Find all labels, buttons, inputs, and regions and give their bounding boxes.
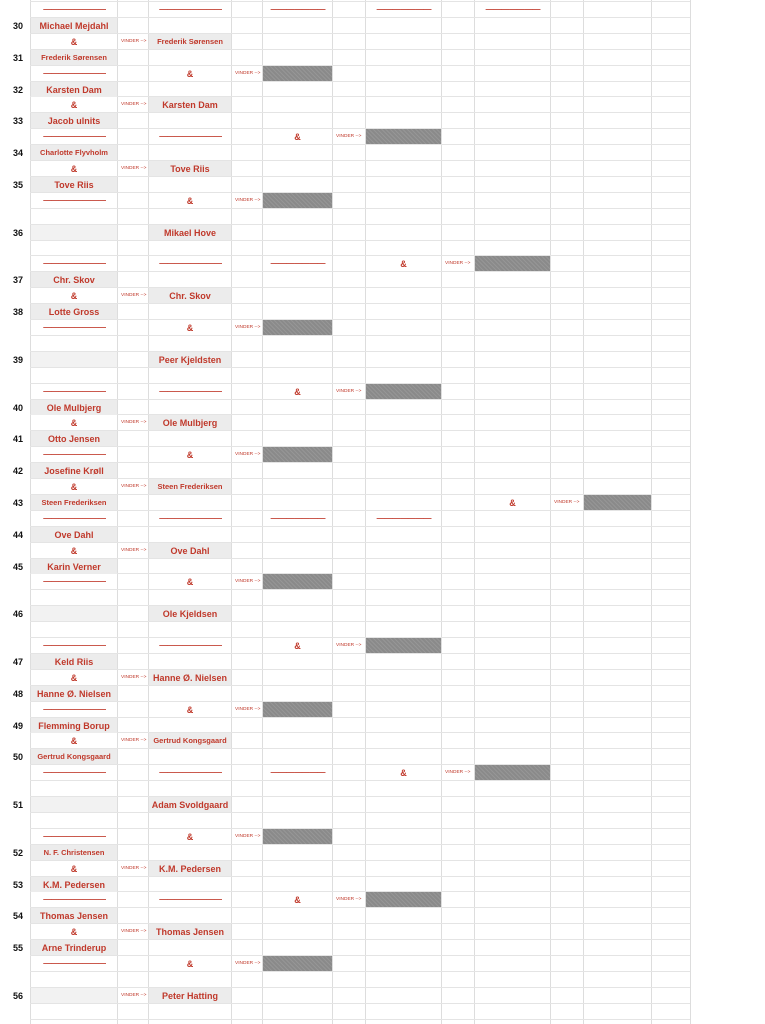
winner-slot-box[interactable]: [263, 702, 332, 717]
round2-winner-name[interactable]: Gertrud Kongsgaard: [149, 733, 231, 748]
grid-row-line: [30, 144, 690, 145]
placeholder-dash-line: — — — — — — — —: [43, 196, 105, 205]
placeholder-dash-line: — — — — — — — —: [43, 132, 105, 141]
placeholder-dash-line: — — — — — — — —: [43, 5, 105, 14]
winner-slot-box[interactable]: [584, 495, 651, 510]
vinder-arrow-label: VINDER -->: [235, 834, 261, 839]
grid-row-line: [30, 208, 690, 209]
vinder-arrow-label: VINDER -->: [121, 166, 147, 171]
vinder-arrow-label: VINDER -->: [121, 293, 147, 298]
winner-slot-box[interactable]: [366, 892, 441, 907]
grid-row-line: [30, 224, 690, 225]
placeholder-dash-line: — — — — — — — —: [43, 959, 105, 968]
pair-ampersand: &: [186, 704, 194, 715]
heat-number: 32: [13, 84, 24, 95]
grid-row-line: [30, 876, 690, 877]
winner-slot-box[interactable]: [263, 193, 332, 208]
grid-row-line: [30, 955, 690, 956]
placeholder-dash-line: — — — — — — —: [485, 5, 540, 14]
grid-row-line: [30, 510, 690, 511]
vinder-arrow-label: VINDER -->: [121, 39, 147, 44]
pair-ampersand: &: [186, 831, 194, 842]
grid-row-line: [30, 1, 690, 2]
heat-number: 31: [13, 52, 24, 63]
round2-winner-name[interactable]: Adam Svoldgaard: [149, 797, 231, 812]
player-name-slot[interactable]: [31, 225, 117, 240]
heat-number: 55: [13, 942, 24, 953]
winner-slot-box[interactable]: [263, 320, 332, 335]
player-name-slot[interactable]: Arne Trinderup: [31, 940, 117, 955]
grid-row-line: [30, 255, 690, 256]
grid-row-line: [30, 939, 690, 940]
grid-row-line: [30, 653, 690, 654]
grid-row-line: [30, 621, 690, 622]
vinder-arrow-label: VINDER -->: [121, 420, 147, 425]
grid-column-line: [651, 0, 652, 1024]
grid-column-line: [690, 0, 691, 1024]
placeholder-dash-line: — — — — — — —: [270, 768, 325, 777]
heat-number: 54: [13, 910, 24, 921]
heat-number: 30: [13, 20, 24, 31]
winner-slot-box[interactable]: [366, 129, 441, 144]
player-name-slot[interactable]: [31, 352, 117, 367]
grid-row-line: [30, 303, 690, 304]
heat-number: 42: [13, 465, 24, 476]
placeholder-dash-line: — — — — — — — —: [159, 5, 221, 14]
heat-number: 37: [13, 274, 24, 285]
pair-ampersand: &: [294, 386, 301, 397]
pair-ampersand: &: [400, 258, 407, 269]
vinder-arrow-label: VINDER -->: [445, 261, 471, 266]
placeholder-dash-line: — — — — — — — —: [159, 387, 221, 396]
vinder-arrow-label: VINDER -->: [121, 675, 147, 680]
player-name-slot[interactable]: Josefine Krøll: [31, 463, 117, 478]
grid-row-line: [30, 17, 690, 18]
placeholder-dash-line: — — — — — — — —: [43, 832, 105, 841]
grid-row-line: [30, 780, 690, 781]
pair-ampersand: &: [186, 576, 194, 587]
heat-number: 46: [13, 608, 24, 619]
grid-row-line: [30, 748, 690, 749]
placeholder-dash-line: — — — — — — — —: [159, 768, 221, 777]
round2-winner-name[interactable]: Ole Kjeldsen: [149, 606, 231, 621]
heat-number: 41: [13, 433, 24, 444]
grid-row-line: [30, 1019, 690, 1020]
placeholder-dash-line: — — — — — — — —: [43, 705, 105, 714]
player-name-slot[interactable]: Thomas Jensen: [31, 908, 117, 923]
grid-row-line: [30, 764, 690, 765]
winner-slot-box[interactable]: [263, 829, 332, 844]
pair-ampersand: &: [70, 481, 78, 492]
grid-row-line: [30, 192, 690, 193]
player-name-slot[interactable]: Frederik Sørensen: [31, 50, 117, 65]
pair-ampersand: &: [294, 131, 301, 142]
placeholder-dash-line: — — — — — — — —: [43, 450, 105, 459]
round2-winner-name[interactable]: Ole Mulbjerg: [149, 415, 231, 430]
player-name-slot[interactable]: Ole Mulbjerg: [31, 400, 117, 415]
pair-ampersand: &: [186, 195, 194, 206]
round2-winner-name[interactable]: K.M. Pedersen: [149, 861, 231, 876]
grid-row-line: [30, 271, 690, 272]
grid-row-line: [30, 558, 690, 559]
pair-ampersand: &: [294, 894, 301, 905]
heat-number: 39: [13, 354, 24, 365]
heat-number: 48: [13, 688, 24, 699]
player-name-slot[interactable]: [31, 988, 117, 1003]
player-name-slot[interactable]: Lotte Gross: [31, 304, 117, 319]
pair-ampersand: &: [70, 290, 78, 301]
grid-row-line: [30, 176, 690, 177]
pair-ampersand: &: [70, 163, 78, 174]
pair-ampersand: &: [70, 545, 78, 556]
player-name-slot[interactable]: Otto Jensen: [31, 431, 117, 446]
pair-ampersand: &: [509, 497, 516, 508]
player-name-slot[interactable]: Tove Riis: [31, 177, 117, 192]
grid-row-line: [30, 399, 690, 400]
player-name-slot[interactable]: Karin Verner: [31, 559, 117, 574]
placeholder-dash-line: — — — — — — — —: [159, 259, 221, 268]
heat-number: 47: [13, 656, 24, 667]
winner-slot-box[interactable]: [475, 765, 550, 780]
grid-row-line: [30, 701, 690, 702]
grid-row-line: [30, 796, 690, 797]
player-name-slot[interactable]: Charlotte Flyvholm: [31, 145, 117, 160]
placeholder-dash-line: — — — — — — —: [270, 5, 325, 14]
round2-winner-name[interactable]: Karsten Dam: [149, 97, 231, 112]
heat-number: 38: [13, 306, 24, 317]
vinder-arrow-label: VINDER -->: [121, 102, 147, 107]
placeholder-dash-line: — — — — — — — —: [43, 768, 105, 777]
grid-column-line: [474, 0, 475, 1024]
heat-number: 33: [13, 115, 24, 126]
vinder-arrow-label: VINDER -->: [121, 866, 147, 871]
player-name-slot[interactable]: Keld Riis: [31, 654, 117, 669]
grid-row-line: [30, 828, 690, 829]
heat-number: 49: [13, 720, 24, 731]
round2-winner-name[interactable]: Peter Hatting: [149, 988, 231, 1003]
placeholder-dash-line: — — — — — — — —: [159, 514, 221, 523]
winner-slot-box[interactable]: [263, 447, 332, 462]
round2-winner-name[interactable]: Ove Dahl: [149, 543, 231, 558]
heat-number: 50: [13, 751, 24, 762]
grid-row-line: [30, 65, 690, 66]
player-name-slot[interactable]: [31, 606, 117, 621]
round2-winner-name[interactable]: Frederik Sørensen: [149, 34, 231, 49]
pair-ampersand: &: [70, 672, 78, 683]
round2-winner-name[interactable]: Thomas Jensen: [149, 924, 231, 939]
heat-number: 35: [13, 179, 24, 190]
winner-slot-box[interactable]: [366, 384, 441, 399]
grid-row-line: [30, 430, 690, 431]
grid-row-line: [30, 112, 690, 113]
grid-column-line: [332, 0, 333, 1024]
pair-ampersand: &: [400, 767, 407, 778]
pair-ampersand: &: [70, 863, 78, 874]
grid-row-line: [30, 319, 690, 320]
player-name-slot[interactable]: N. F. Christensen: [31, 845, 117, 860]
player-name-slot[interactable]: Ove Dahl: [31, 527, 117, 542]
placeholder-dash-line: — — — — — — —: [270, 259, 325, 268]
vinder-arrow-label: VINDER -->: [121, 738, 147, 743]
grid-row-line: [30, 573, 690, 574]
grid-column-line: [583, 0, 584, 1024]
heat-number: 40: [13, 402, 24, 413]
heat-number: 36: [13, 227, 24, 238]
vinder-arrow-label: VINDER -->: [336, 134, 362, 139]
winner-slot-box[interactable]: [263, 574, 332, 589]
pair-ampersand: &: [70, 926, 78, 937]
player-name-slot[interactable]: Karsten Dam: [31, 82, 117, 97]
heat-number: 52: [13, 847, 24, 858]
player-name-slot[interactable]: K.M. Pedersen: [31, 877, 117, 892]
pair-ampersand: &: [70, 99, 78, 110]
pair-ampersand: &: [70, 735, 78, 746]
heat-number: 53: [13, 879, 24, 890]
player-name-slot[interactable]: Jacob ulnits: [31, 113, 117, 128]
grid-row-line: [30, 589, 690, 590]
placeholder-dash-line: — — — — — — — —: [43, 514, 105, 523]
pair-ampersand: &: [294, 640, 301, 651]
heat-number: 43: [13, 497, 24, 508]
vinder-arrow-label: VINDER -->: [554, 500, 580, 505]
placeholder-dash-line: — — — — — — — —: [159, 641, 221, 650]
vinder-arrow-label: VINDER -->: [235, 961, 261, 966]
placeholder-dash-line: — — — — — — — —: [43, 895, 105, 904]
winner-slot-box[interactable]: [263, 66, 332, 81]
grid-row-line: [30, 335, 690, 336]
winner-slot-box[interactable]: [263, 956, 332, 971]
placeholder-dash-line: — — — — — — — —: [159, 895, 221, 904]
vinder-arrow-label: VINDER -->: [235, 325, 261, 330]
round2-winner-name[interactable]: Steen Frederiksen: [149, 479, 231, 494]
vinder-arrow-label: VINDER -->: [235, 579, 261, 584]
round2-winner-name[interactable]: Peer Kjeldsten: [149, 352, 231, 367]
winner-slot-box[interactable]: [366, 638, 441, 653]
placeholder-dash-line: — — — — — — — —: [43, 641, 105, 650]
placeholder-dash-line: — — — — — — — —: [43, 259, 105, 268]
placeholder-dash-line: — — — — — — — —: [43, 323, 105, 332]
vinder-arrow-label: VINDER -->: [336, 897, 362, 902]
round2-winner-name[interactable]: Tove Riis: [149, 161, 231, 176]
grid-row-line: [30, 605, 690, 606]
round2-winner-name[interactable]: Mikael Hove: [149, 225, 231, 240]
grid-row-line: [30, 907, 690, 908]
vinder-arrow-label: VINDER -->: [235, 452, 261, 457]
grid-row-line: [30, 844, 690, 845]
grid-row-line: [30, 367, 690, 368]
player-name-slot[interactable]: Gertrud Kongsgaard: [31, 749, 117, 764]
grid-row-line: [30, 462, 690, 463]
grid-row-line: [30, 446, 690, 447]
placeholder-dash-line: — — — — — — — —: [159, 132, 221, 141]
vinder-arrow-label: VINDER -->: [235, 198, 261, 203]
placeholder-dash-line: — — — — — — — —: [43, 69, 105, 78]
placeholder-dash-line: — — — — — — — —: [43, 387, 105, 396]
player-name-slot[interactable]: Hanne Ø. Nielsen: [31, 686, 117, 701]
player-name-slot[interactable]: Flemming Borup: [31, 718, 117, 733]
placeholder-dash-line: — — — — — — — —: [43, 577, 105, 586]
heat-number: 51: [13, 799, 24, 810]
grid-row-line: [30, 351, 690, 352]
vinder-arrow-label: VINDER -->: [445, 770, 471, 775]
round2-winner-name[interactable]: Chr. Skov: [149, 288, 231, 303]
grid-row-line: [30, 49, 690, 50]
grid-row-line: [30, 717, 690, 718]
heat-number: 56: [13, 990, 24, 1001]
pair-ampersand: &: [186, 958, 194, 969]
grid-row-line: [30, 812, 690, 813]
vinder-arrow-label: VINDER -->: [235, 707, 261, 712]
grid-column-line: [550, 0, 551, 1024]
player-name-slot[interactable]: [31, 797, 117, 812]
pair-ampersand: &: [70, 417, 78, 428]
pair-ampersand: &: [186, 68, 194, 79]
placeholder-dash-line: — — — — — — —: [270, 514, 325, 523]
heat-number: 45: [13, 561, 24, 572]
grid-row-line: [30, 971, 690, 972]
vinder-arrow-label: VINDER -->: [235, 71, 261, 76]
winner-slot-box[interactable]: [475, 256, 550, 271]
heat-number: 34: [13, 147, 24, 158]
placeholder-dash-line: — — — — — — —: [376, 514, 431, 523]
pair-ampersand: &: [186, 322, 194, 333]
player-name-slot[interactable]: Chr. Skov: [31, 272, 117, 287]
vinder-arrow-label: VINDER -->: [121, 548, 147, 553]
grid-row-line: [30, 240, 690, 241]
grid-row-line: [30, 81, 690, 82]
placeholder-dash-line: — — — — — — —: [376, 5, 431, 14]
pair-ampersand: &: [186, 449, 194, 460]
vinder-arrow-label: VINDER -->: [121, 484, 147, 489]
player-name-slot[interactable]: Michael Mejdahl: [31, 18, 117, 33]
grid-row-line: [30, 1003, 690, 1004]
vinder-arrow-label: VINDER -->: [336, 643, 362, 648]
vinder-arrow-label: VINDER -->: [121, 993, 147, 998]
grid-row-line: [30, 526, 690, 527]
player-name-slot[interactable]: Steen Frederiksen: [31, 495, 117, 510]
vinder-arrow-label: VINDER -->: [336, 389, 362, 394]
grid-column-line: [441, 0, 442, 1024]
grid-column-line: [231, 0, 232, 1024]
grid-row-line: [30, 685, 690, 686]
pair-ampersand: &: [70, 36, 78, 47]
vinder-arrow-label: VINDER -->: [121, 929, 147, 934]
heat-number: 44: [13, 529, 24, 540]
round2-winner-name[interactable]: Hanne Ø. Nielsen: [149, 670, 231, 685]
